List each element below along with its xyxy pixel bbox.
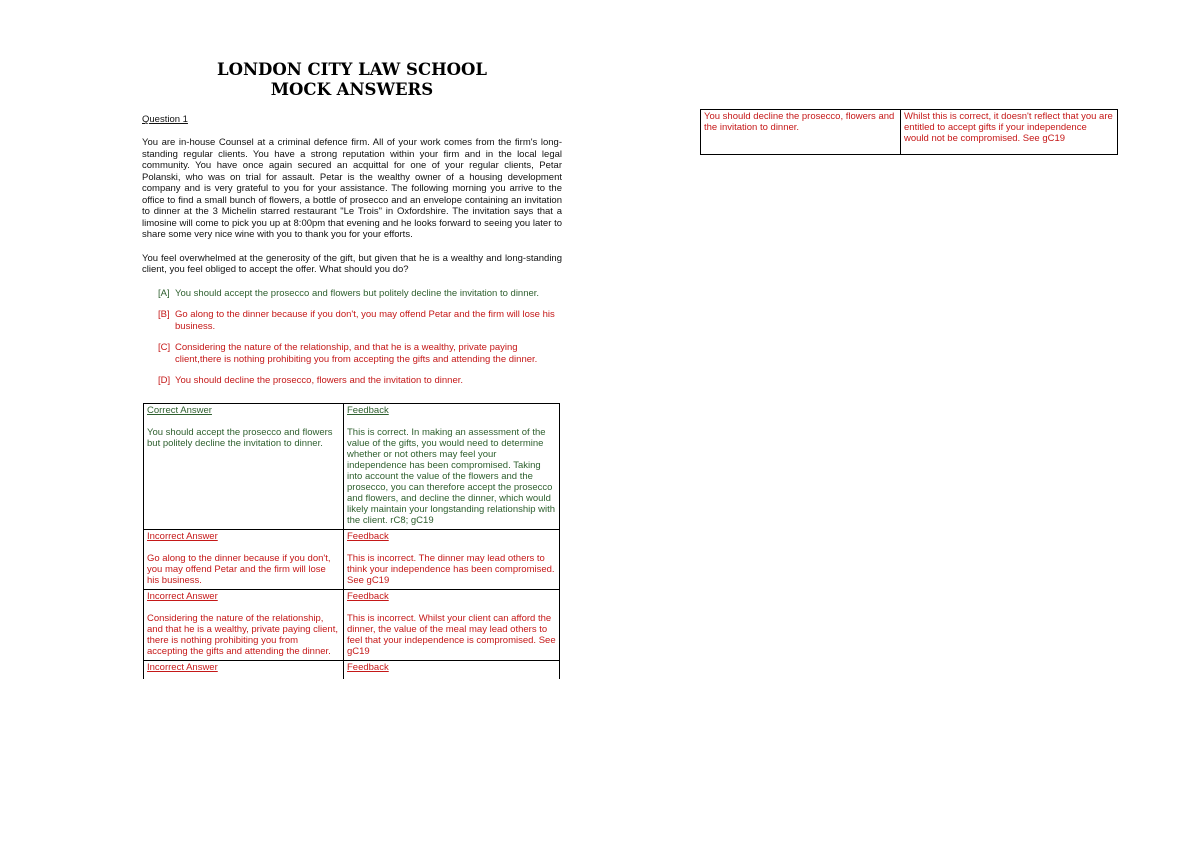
document-title <box>142 60 562 100</box>
feedback-header: Feedback <box>347 591 389 602</box>
answer-cell <box>701 110 901 155</box>
option-b <box>158 309 562 332</box>
answer-text: Go along to the dinner because if you don't, you may offend Petar and the firm will lose his business. <box>147 553 331 586</box>
feedback-cell <box>344 530 560 590</box>
feedback-header: Feedback <box>347 662 389 673</box>
feedback-cell <box>344 590 560 661</box>
answer-header: Correct Answer <box>147 405 212 416</box>
answer-header: Incorrect Answer <box>147 531 218 542</box>
answer-text: Considering the nature of the relationship, and that he is a wealthy, private paying client, there is nothing prohibiting you from accepting the gifts and attending the dinner. <box>147 613 338 657</box>
answer-cell <box>144 661 344 680</box>
option-text: You should accept the prosecco and flowers but politely decline the invitation to dinner. <box>175 287 540 299</box>
option-key: [C] <box>158 342 171 353</box>
title-line-2: MOCK ANSWERS <box>270 80 434 99</box>
feedback-text: This is correct. In making an assessment of the value of the gifts, you would need to determine whether or not others may feel your independence has been compromised. Taking into account the value of the flowers and the prosecco, you can therefore accept the prosecco and flowers, and decline the dinner, which would likely maintain your longstanding relationship with the client. rC8; gC19 <box>347 427 556 526</box>
option-text: Considering the nature of the relationship, and that he is a wealthy, private paying client,there is nothing prohibiting you from accepting the gifts and attending the dinner. <box>175 342 538 365</box>
answer-cell <box>144 590 344 661</box>
table-row-incorrect <box>144 661 560 680</box>
feedback-cell <box>344 661 560 680</box>
feedback-text: This is incorrect. Whilst your client can afford the dinner, the value of the meal may lead others to feel that your independence is compromised. See gC19 <box>347 613 556 657</box>
question-label: Question 1 <box>142 114 188 125</box>
table-row-correct <box>144 404 560 530</box>
left-page <box>142 60 562 397</box>
answer-cell <box>144 530 344 590</box>
option-c <box>158 342 562 365</box>
answer-cell <box>144 404 344 530</box>
question-prompt: You feel overwhelmed at the generosity of the gift, but given that he is a wealthy and long-standing client, you feel obliged to accept the offer. What should you do? <box>142 252 562 275</box>
feedback-cell <box>901 110 1118 155</box>
answer-header: Incorrect Answer <box>147 662 218 673</box>
answers-table <box>143 403 560 679</box>
option-text: You should decline the prosecco, flowers and the invitation to dinner. <box>175 375 464 386</box>
table-row-continued <box>701 110 1118 155</box>
answer-text: You should decline the prosecco, flowers and the invitation to dinner. <box>704 111 895 133</box>
answer-options <box>142 288 562 387</box>
question-scenario: You are in-house Counsel at a criminal defence firm. All of your work comes from the firm's long-standing regular clients. You have a strong reputation within your firm and in the local legal community. You have once again secured an acquittal for one of your regular clients, Petar Polanski, who was on trial for assault. Petar is the wealthy owner of a housing development company and is very grateful to you for your assistance. The following morning you arrive to the office to find a small bunch of flowers, a bottle of prosecco and an envelope containing an invitation to dinner at the 3 Michelin starred restaurant "Le Trois" in Oxfordshire. The invitation says that a limosine will come to pick you up at 8:00pm that evening and he looks forward to seeing you later to share some very nice wine with you to thank you for your efforts. <box>142 137 562 240</box>
option-a <box>158 288 562 300</box>
continuation-table <box>700 109 1118 155</box>
feedback-header: Feedback <box>347 405 389 416</box>
feedback-text: Whilst this is correct, it doesn't reflect that you are entitled to accept gifts if your independence would not be compromised. See gC19 <box>904 111 1113 144</box>
title-line-1: LONDON CITY LAW SCHOOL <box>216 60 488 79</box>
option-key: [A] <box>158 287 170 299</box>
feedback-cell <box>344 404 560 530</box>
feedback-header: Feedback <box>347 531 389 542</box>
table-row-incorrect <box>144 530 560 590</box>
feedback-text: This is incorrect. The dinner may lead others to think your independence has been compromised. See gC19 <box>347 553 555 586</box>
option-key: [B] <box>158 309 170 320</box>
table-row-incorrect <box>144 590 560 661</box>
answer-header: Incorrect Answer <box>147 591 218 602</box>
answer-text: You should accept the prosecco and flowers but politely decline the invitation to dinner. <box>147 427 333 449</box>
option-text: Go along to the dinner because if you don't, you may offend Petar and the firm will lose his business. <box>175 309 555 332</box>
option-key: [D] <box>158 375 171 386</box>
option-d <box>158 375 562 387</box>
